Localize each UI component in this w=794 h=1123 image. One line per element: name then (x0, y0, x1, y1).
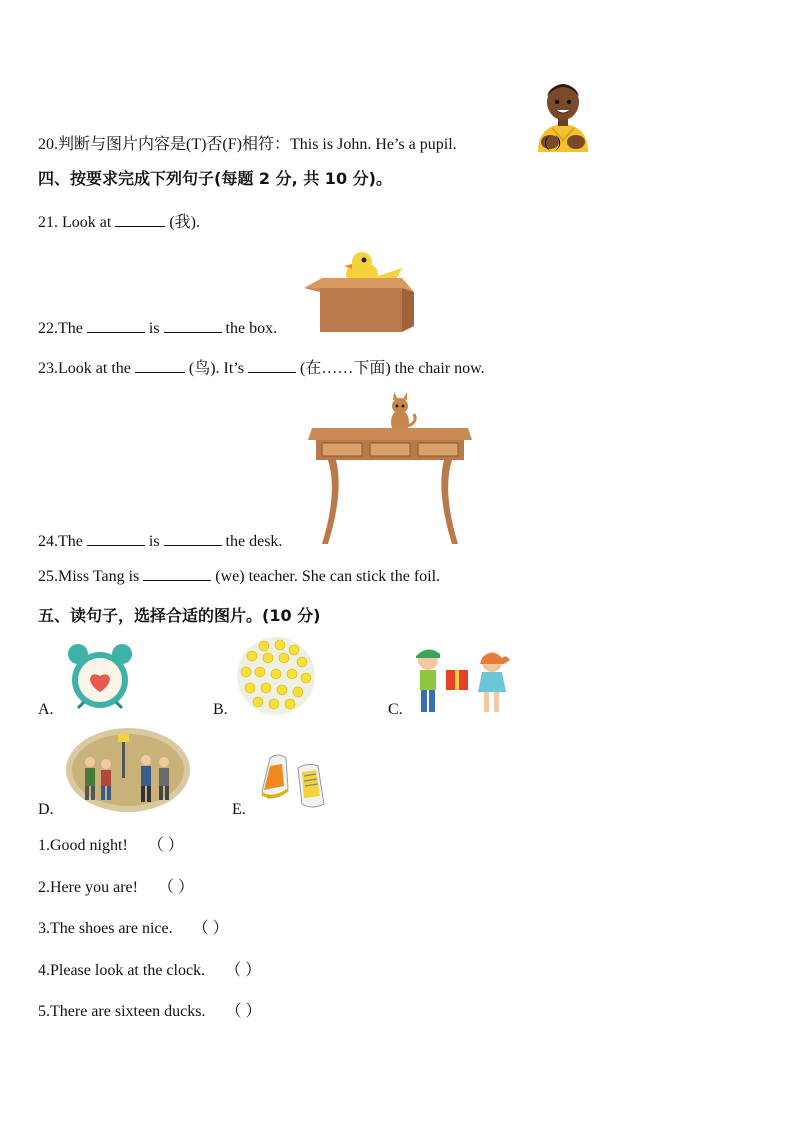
answer-blank[interactable] (115, 212, 165, 227)
option-a-label: A. (38, 701, 54, 718)
option-b-ducks-picture[interactable] (236, 636, 316, 716)
answer-paren[interactable]: （ ） (157, 879, 194, 896)
answer-blank[interactable] (164, 318, 222, 333)
cat-on-desk-picture (308, 392, 472, 546)
section-4-heading: 四、按要求完成下列句子(每题 2 分, 共 10 分)。 (38, 169, 392, 188)
answer-blank[interactable] (87, 531, 145, 546)
match-question-5: 5.There are sixteen ducks. （ ） (38, 1003, 262, 1020)
option-d-label: D. (38, 801, 54, 818)
match-question-2: 2.Here you are! （ ） (38, 879, 194, 896)
section-5-heading: 五、读句子，选择合适的图片。(10 分) (38, 606, 321, 625)
option-e-label: E. (232, 801, 246, 818)
match-question-1: 1.Good night! （ ） (38, 837, 184, 854)
question-20 (38, 135, 571, 155)
option-c-label: C. (388, 701, 403, 718)
match-question-3: 3.The shoes are nice. （ ） (38, 920, 229, 937)
match-question-4: 4.Please look at the clock. （ ） (38, 962, 262, 979)
answer-paren[interactable]: （ ） (225, 962, 262, 979)
answer-blank[interactable] (248, 358, 296, 373)
answer-paren[interactable]: （ ） (534, 136, 571, 153)
option-d-evening-walk-picture[interactable] (66, 728, 190, 812)
question-23: 23.Look at the (鸟). It’s (在……下面) the chair now. (38, 360, 485, 377)
answer-paren[interactable]: （ ） (225, 1003, 262, 1020)
question-24: 24.The is the desk. (38, 533, 283, 550)
option-b-label: B. (213, 701, 228, 718)
question-20-text: 20.判断与图片内容是(T)否(F)相符：This is John. He’s a pupil. (38, 136, 457, 153)
answer-blank[interactable] (87, 318, 145, 333)
answer-paren[interactable]: （ ） (147, 837, 184, 854)
question-22: 22.The is the box. (38, 320, 278, 337)
option-c-gift-picture[interactable] (410, 644, 514, 716)
answer-paren[interactable]: （ ） (192, 920, 229, 937)
question-21: 21. Look at (我). (38, 214, 200, 231)
answer-blank[interactable] (164, 531, 222, 546)
option-e-shoes-picture[interactable] (258, 748, 328, 812)
answer-blank[interactable] (135, 358, 185, 373)
option-a-clock-picture[interactable] (64, 644, 136, 712)
question-25: 25.Miss Tang is (we) teacher. She can stick the foil. (38, 568, 441, 585)
answer-blank[interactable] (143, 566, 211, 581)
duck-in-box-picture (302, 248, 416, 334)
